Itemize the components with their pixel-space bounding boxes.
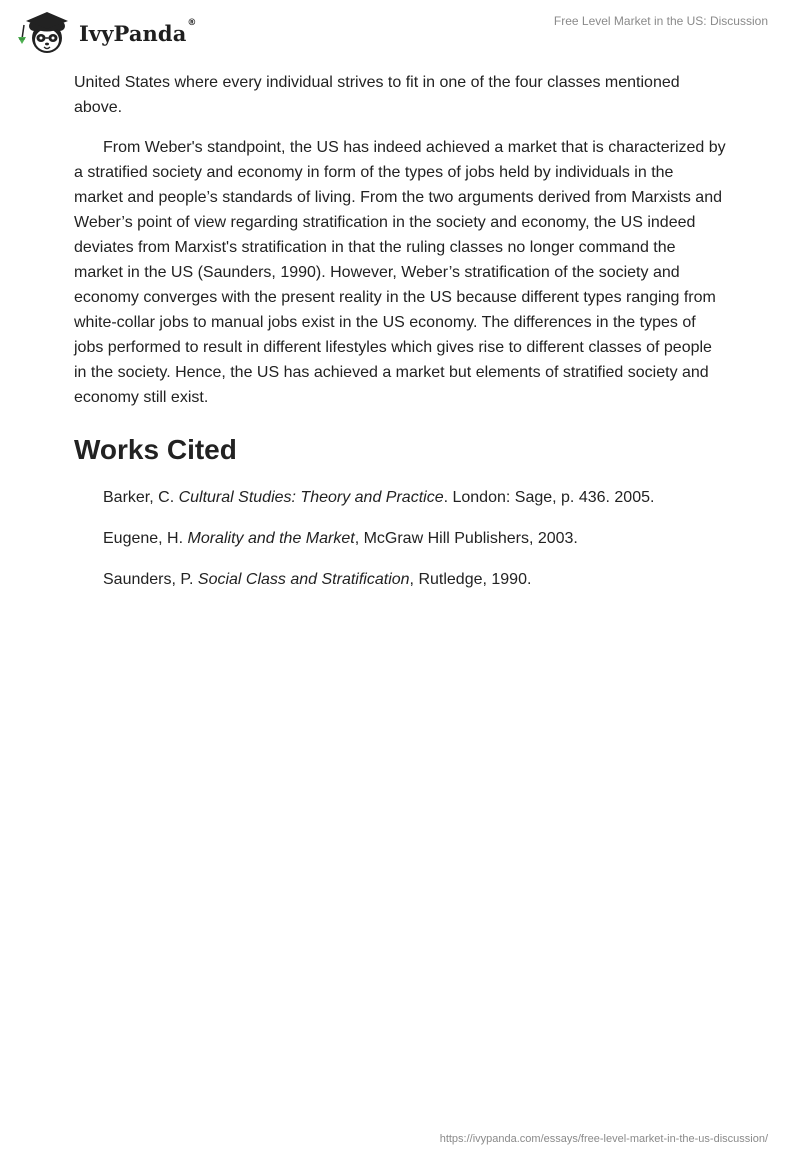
logo-text: IvyPanda: [79, 20, 187, 46]
citation-item: [103, 570, 726, 590]
citation-title: Cultural Studies: Theory and Practice: [178, 489, 444, 506]
page-header: [0, 0, 800, 62]
citation-author: Barker, C.: [103, 489, 179, 506]
citation-title: Morality and the Market: [187, 530, 355, 547]
citation-item: [103, 488, 726, 508]
document-body: [74, 70, 726, 611]
document-title: Free Level Market in the US: Discussion: [553, 14, 768, 28]
paragraph-weber: From Weber's standpoint, the US has indeed achieved a market that is characterized by a stratified society and economy in form of the types of jobs held by individuals in the market and people’s standards of living. From the two arguments derived from Marxists and Weber’s point of view regarding stratification in the society and economy, the US indeed deviates from Marxist's stratification in that the ruling classes no longer command the market in the US (Saunders, 1990). However, Weber’s stratification of the society and economy converges with the present reality in the US because different types ranging from white-collar jobs to manual jobs exist in the US economy. The differences in the types of jobs performed to result in different lifestyles which gives rise to different classes of people in the society. Hence, the US has achieved a market but elements of stratified society and economy still exist.: [74, 139, 726, 406]
registered-mark: ®: [187, 18, 197, 28]
works-cited-heading: Works Cited: [74, 434, 237, 465]
citation-title: Social Class and Stratification: [197, 571, 410, 588]
citation-details: , Rutledge, 1990.: [409, 571, 532, 588]
citation-details: , McGraw Hill Publishers, 2003.: [354, 530, 578, 547]
source-url-link[interactable]: https://ivypanda.com/essays/free-level-market-in-the-us-discussion/: [439, 1133, 768, 1145]
citation-author: Eugene, H.: [103, 530, 188, 547]
paragraph-continuation: United States where every individual strives to fit in one of the four classes mentioned above.: [74, 74, 680, 116]
citation-item: [103, 529, 726, 549]
panda-graduation-cap-icon: [14, 9, 74, 55]
ivypanda-logo[interactable]: [14, 9, 196, 55]
citation-list: [74, 488, 726, 590]
citation-author: Saunders, P.: [103, 571, 198, 588]
citation-details: . London: Sage, p. 436. 2005.: [443, 489, 655, 506]
